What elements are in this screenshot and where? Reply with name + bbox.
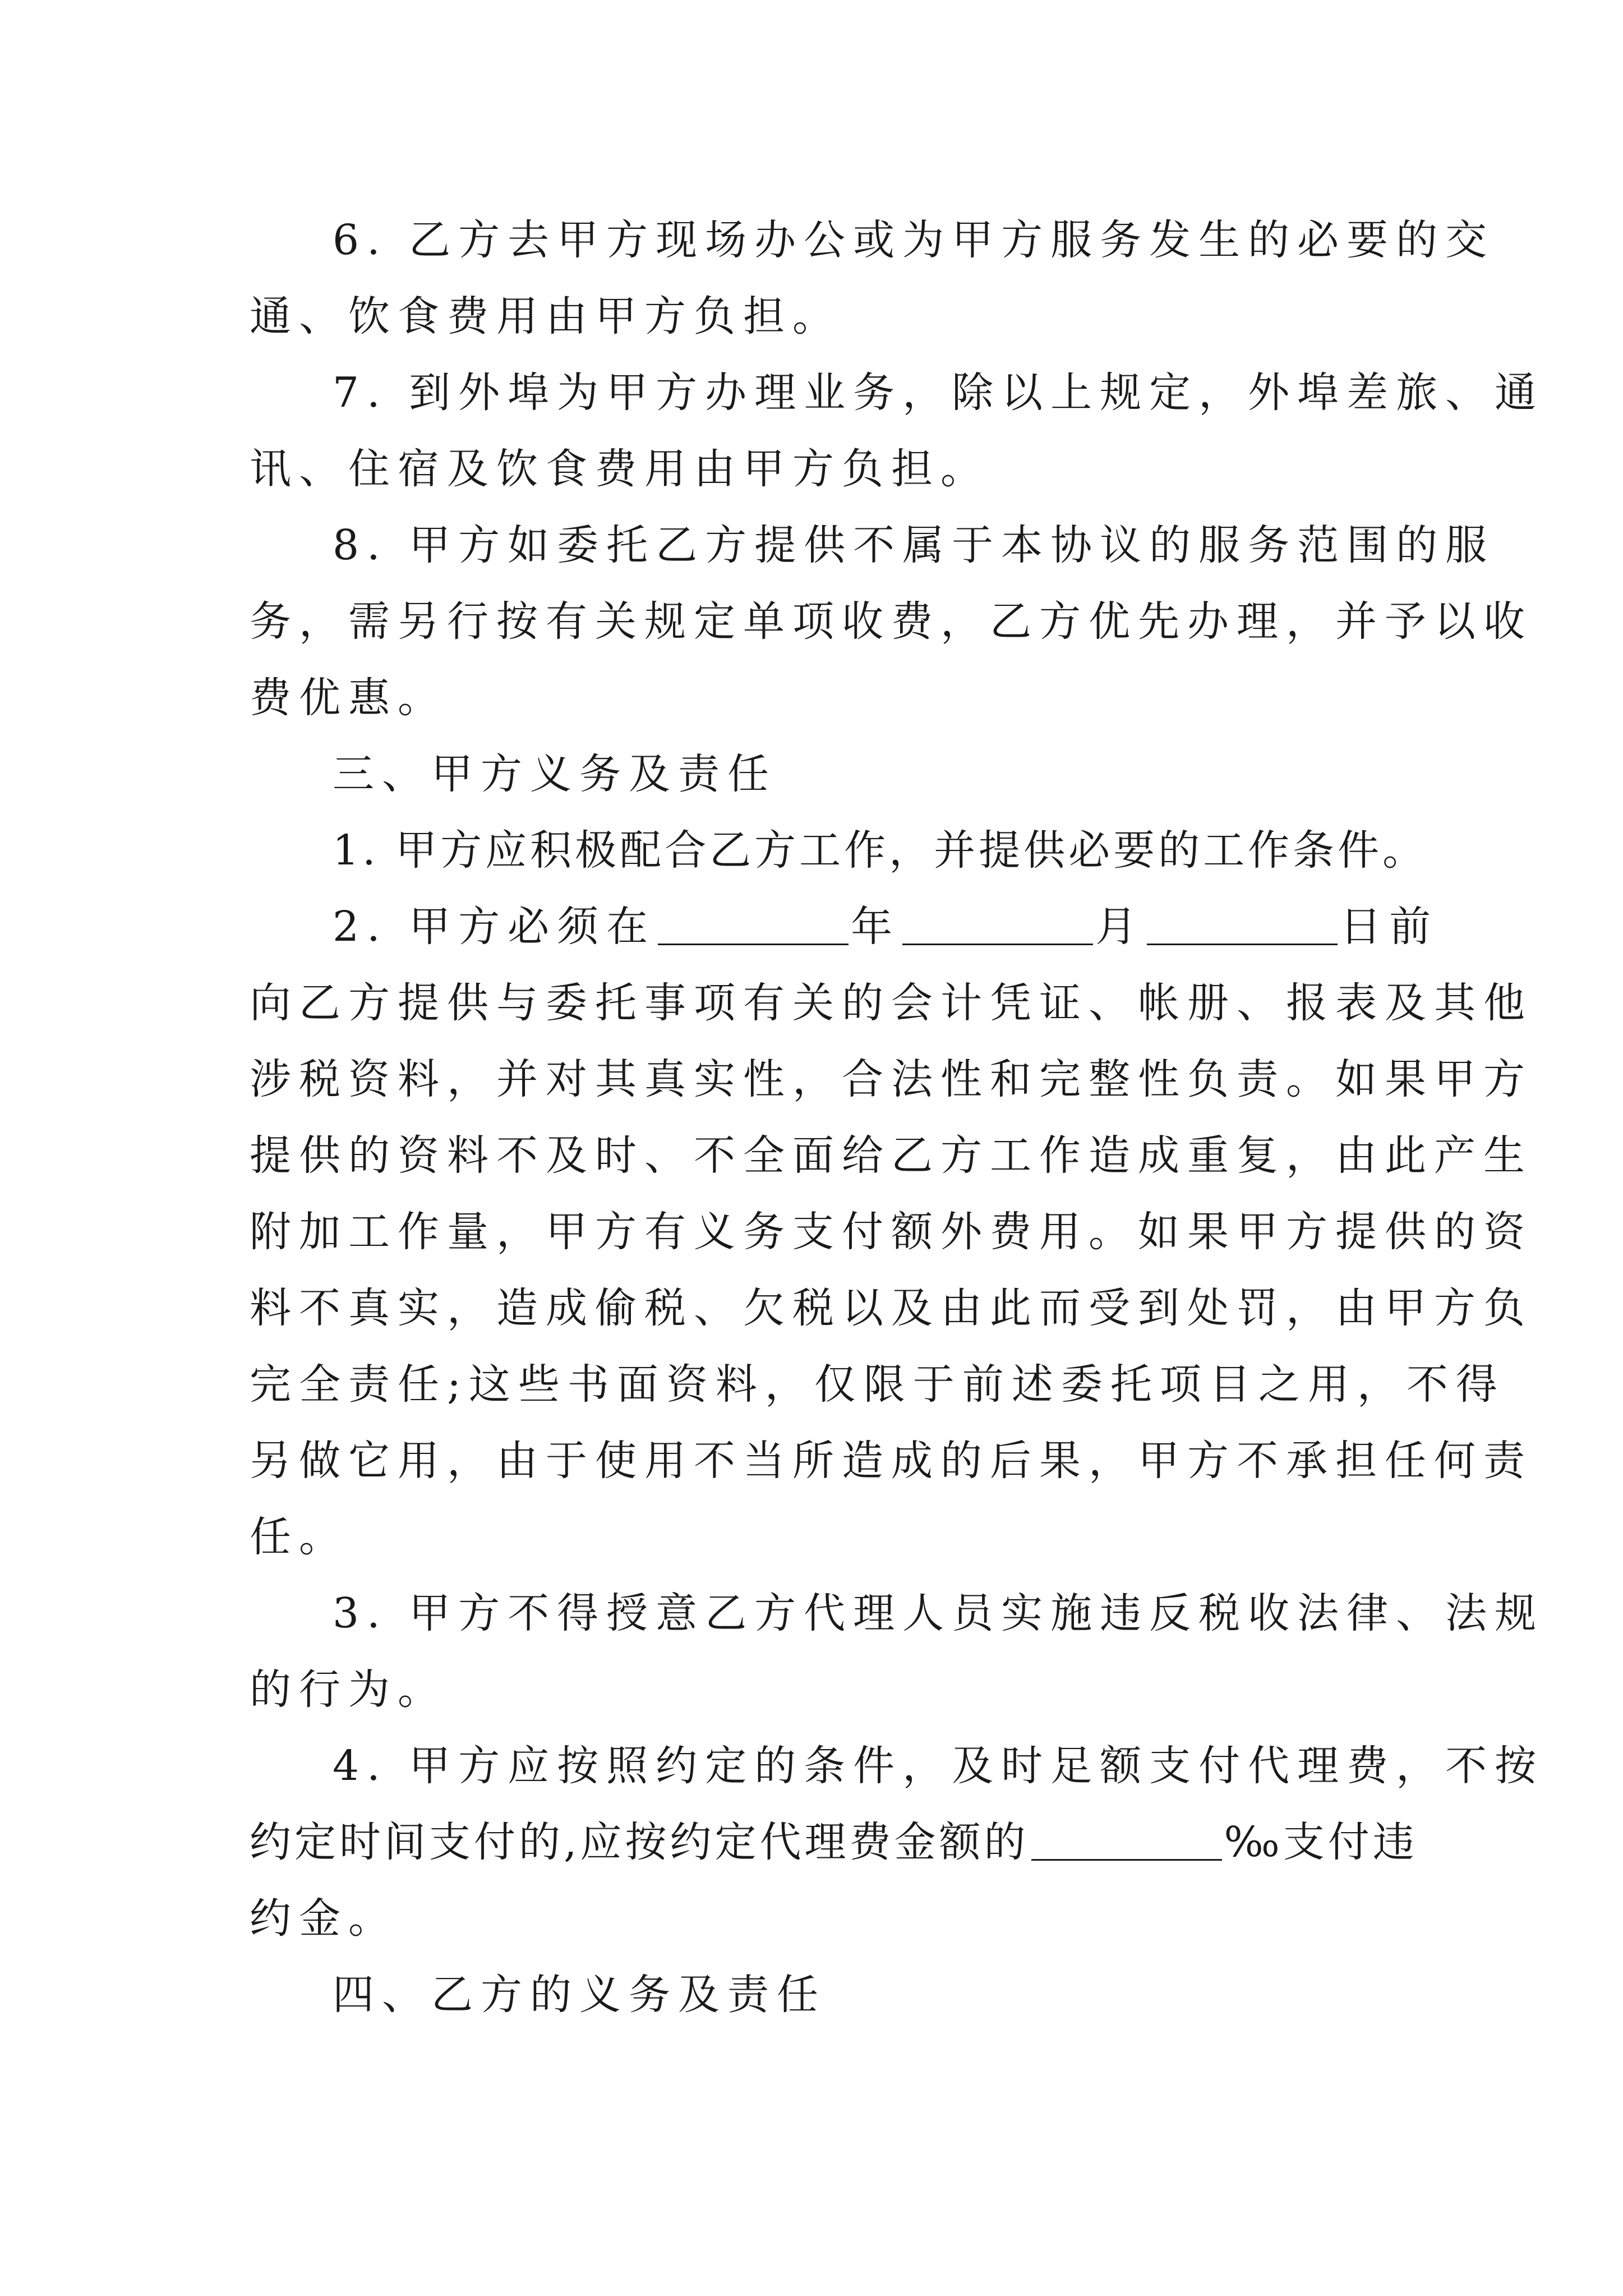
text-segment: 年 [851,903,901,951]
text-segment: 月 [1095,903,1145,951]
text-line: 提供的资料不及时、不全面给乙方工作造成重复，由此产生 [250,1131,1533,1180]
text-line: 约金。 [250,1894,398,1943]
section-heading: 四、乙方的义务及责任 [333,1971,826,2019]
text-segment: 2. 甲方必须在 [333,903,656,951]
text-line-with-blank [250,1804,1418,1880]
text-line: 通、饮食费用由甲方负担。 [250,292,842,341]
text-line: 6. 乙方去甲方现场办公或为甲方服务发生的必要的交 [333,216,1495,264]
text-line: 附加工作量，甲方有义务支付额外费用。如果甲方提供的资 [250,1208,1533,1256]
text-line: 完全责任;这些书面资料，仅限于前述委托项目之用，不得 [250,1360,1505,1409]
text-line-with-blanks [250,889,1439,965]
text-line: 费优惠。 [250,674,447,722]
text-line: 8. 甲方如委托乙方提供不属于本协议的服务范围的服 [333,521,1495,569]
section-heading: 三、甲方义务及责任 [333,750,777,798]
text-segment: 约定时间支付的,应按约定代理费金额的 [250,1818,1029,1866]
text-line: 1. 甲方应积极配合乙方工作，并提供必要的工作条件。 [333,826,1428,875]
text-segment: ‰支付违 [1224,1818,1418,1866]
text-line: 的行为。 [250,1665,447,1714]
fill-in-blank-month [902,902,1093,945]
text-line: 涉税资料，并对其真实性，合法性和完整性负责。如果甲方 [250,1055,1533,1103]
text-line: 4. 甲方应按照约定的条件，及时足额支付代理费，不按 [333,1742,1544,1790]
fill-in-blank-day [1147,902,1338,945]
text-line: 讯、住宿及饮食费用由甲方负担。 [250,445,990,493]
text-line: 3. 甲方不得授意乙方代理人员实施违反税收法律、法规 [333,1589,1544,1637]
text-line: 7. 到外埠为甲方办理业务，除以上规定，外埠差旅、通 [333,369,1544,417]
fill-in-blank-year [658,902,849,945]
text-segment: 日前 [1340,903,1439,951]
text-line: 料不真实，造成偷税、欠税以及由此而受到处罚，由甲方负 [250,1284,1533,1332]
text-line: 另做它用，由于使用不当所造成的后果，甲方不承担任何责 [250,1437,1533,1485]
document-page [250,202,1544,2033]
text-line: 务，需另行按有关规定单项收费，乙方优先办理，并予以收 [250,597,1533,646]
text-line: 任。 [250,1513,348,1561]
text-line: 向乙方提供与委托事项有关的会计凭证、帐册、报表及其他 [250,979,1533,1027]
fill-in-blank-rate [1031,1818,1222,1861]
